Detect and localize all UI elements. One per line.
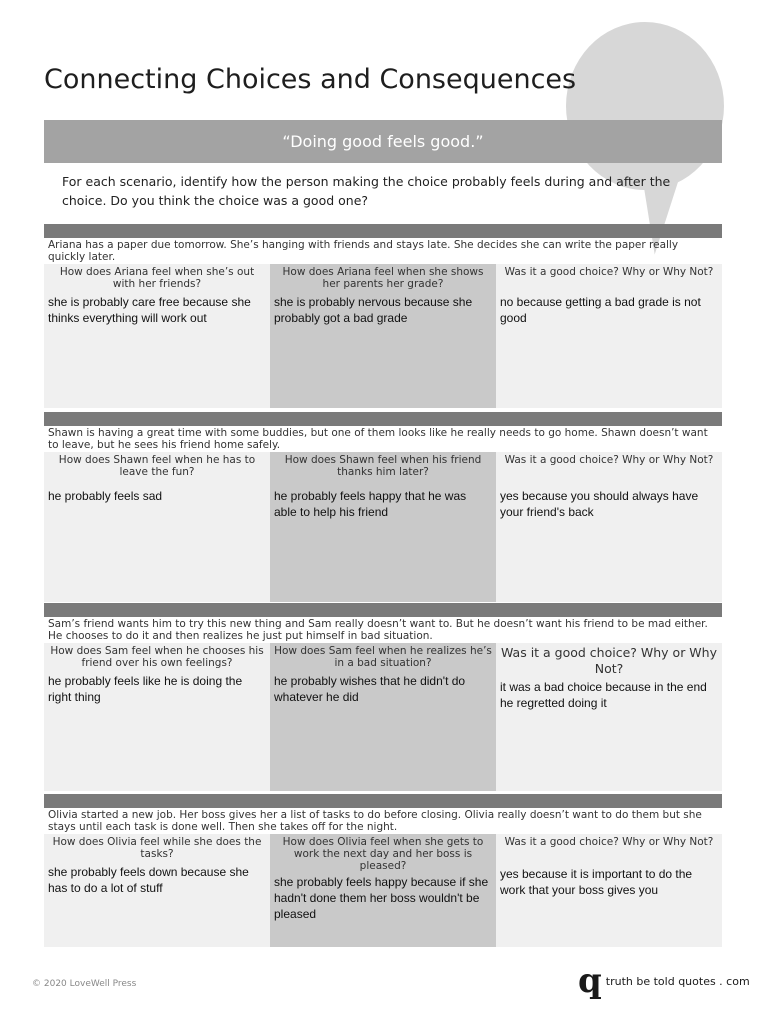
- instructions: For each scenario, identify how the person making the choice probably feels during and after the choice. Do you think the choice was a good one?: [62, 174, 671, 208]
- answer-cell-during[interactable]: [44, 264, 270, 408]
- section-divider: [44, 224, 722, 238]
- quote-mark-logo-icon: q: [578, 961, 602, 1001]
- answer-text: she probably feels happy because if she hadn't done them her boss wouldn't be pleased: [274, 875, 489, 921]
- answer-text: he probably feels sad: [48, 489, 163, 503]
- answer-cell-after[interactable]: [270, 834, 496, 947]
- question-label: How does Olivia feel when she gets to work the next day and her boss is pleased?: [282, 836, 484, 872]
- answer-cell-judgement[interactable]: [496, 452, 722, 602]
- answer-cell-during[interactable]: [44, 834, 270, 947]
- answer-text: she probably feels down because she has to do a lot of stuff: [48, 865, 249, 895]
- scenario-text: Olivia started a new job. Her boss gives her a list of tasks to do before closing. Olivia really doesn’t want to do them but she stays until each task is done well. Then she takes off for the night.: [48, 809, 702, 833]
- question-label: Was it a good choice? Why or Why Not?: [500, 645, 717, 676]
- answer-cell-during[interactable]: [44, 643, 270, 791]
- page-title: Connecting Choices and Consequences: [44, 64, 577, 95]
- question-label: How does Ariana feel when she’s out with her friends?: [59, 266, 255, 290]
- answer-text: yes because it is important to do the work that your boss gives you: [500, 867, 693, 897]
- answer-text: he probably feels happy that he was able to help his friend: [274, 489, 467, 519]
- answer-cell-judgement[interactable]: [496, 834, 722, 947]
- answer-text: he probably wishes that he didn't do whatever he did: [274, 674, 466, 704]
- question-label: How does Olivia feel while she does the tasks?: [52, 836, 262, 860]
- answer-cell-during[interactable]: [44, 452, 270, 602]
- question-label: How does Shawn feel when his friend thanks him later?: [284, 454, 482, 478]
- answer-text: she is probably nervous because she probably got a bad grade: [274, 295, 473, 325]
- section-divider: [44, 603, 722, 617]
- answer-cell-judgement[interactable]: [496, 643, 722, 791]
- copyright-notice: © 2020 LoveWell Press: [32, 979, 137, 989]
- answer-text: yes because you should always have your friend's back: [500, 489, 699, 519]
- brand-name: truth be told quotes . com: [605, 974, 750, 988]
- quote-banner: “Doing good feels good.”: [44, 120, 722, 163]
- answer-text: he probably feels like he is doing the right thing: [48, 674, 243, 704]
- question-label: How does Sam feel when he chooses his friend over his own feelings?: [50, 645, 264, 669]
- question-label: How does Sam feel when he realizes he’s in a bad situation?: [274, 645, 492, 669]
- question-label: Was it a good choice? Why or Why Not?: [504, 266, 714, 278]
- answer-text: no because getting a bad grade is not good: [500, 295, 701, 325]
- answer-cell-after[interactable]: [270, 643, 496, 791]
- section-divider: [44, 412, 722, 426]
- answer-cell-judgement[interactable]: [496, 264, 722, 408]
- answer-cell-after[interactable]: [270, 452, 496, 602]
- scenario-section-shawn: [44, 412, 722, 602]
- brand-logo: [578, 961, 750, 1001]
- question-label: How does Shawn feel when he has to leave the fun?: [58, 454, 256, 478]
- question-label: How does Ariana feel when she shows her parents her grade?: [282, 266, 484, 290]
- scenario-text: Ariana has a paper due tomorrow. She’s hanging with friends and stays late. She decides she can write the paper really quickly later.: [48, 239, 679, 263]
- answer-text: it was a bad choice because in the end he regretted doing it: [500, 680, 707, 710]
- scenario-section-sam: [44, 603, 722, 791]
- section-divider: [44, 794, 722, 808]
- scenario-section-ariana: [44, 224, 722, 408]
- scenario-section-olivia: [44, 794, 722, 947]
- question-label: Was it a good choice? Why or Why Not?: [504, 454, 714, 466]
- answer-text: she is probably care free because she thinks everything will work out: [48, 295, 251, 325]
- answer-cell-after[interactable]: [270, 264, 496, 408]
- scenario-text: Sam’s friend wants him to try this new thing and Sam really doesn’t want to. But he doesn’t want his friend to be mad either. He chooses to do it and then realizes he just put himself in bad situation.: [48, 618, 708, 642]
- question-label: Was it a good choice? Why or Why Not?: [504, 836, 714, 848]
- scenario-text: Shawn is having a great time with some buddies, but one of them looks like he really needs to go home. Shawn doesn’t want to leave, but he sees his friend home safely.: [48, 427, 708, 451]
